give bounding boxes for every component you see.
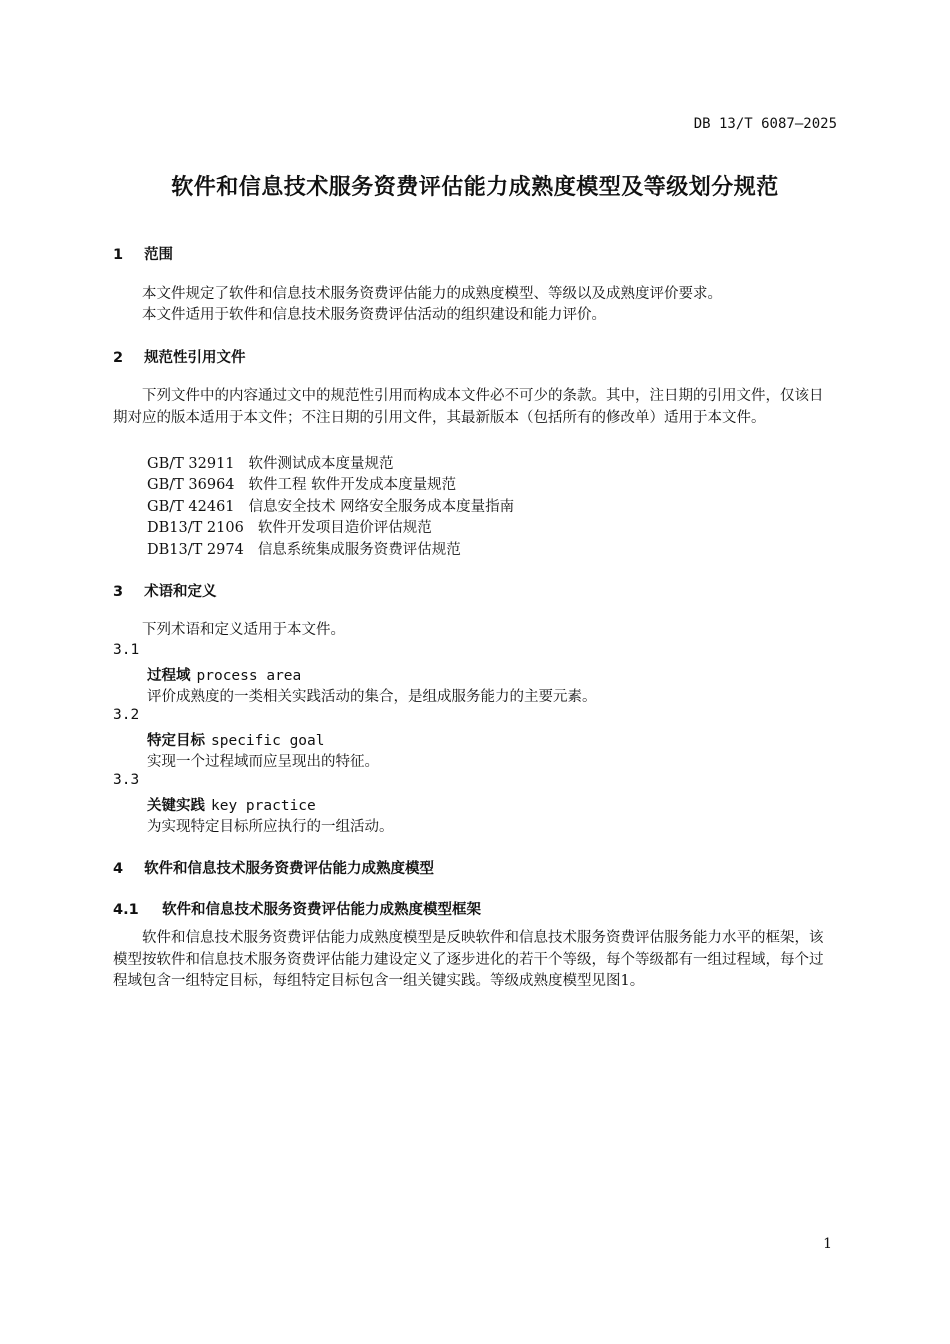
term-number: 3.2 <box>113 707 140 723</box>
reference-title: 软件开发项目造价评估规范 <box>257 520 432 536</box>
doc-code: DB 13/T 6087—2025 <box>693 116 837 132</box>
reference-code: DB13/T 2106 <box>147 520 244 536</box>
reference-item <box>147 516 432 537</box>
reference-title: 信息系统集成服务资费评估规范 <box>257 542 461 558</box>
section-number: 3 <box>113 584 124 600</box>
subsection-4-1-heading <box>113 898 481 919</box>
term-definition: 评价成熟度的一类相关实践活动的集合，是组成服务能力的主要元素。 <box>147 689 597 705</box>
section-title: 术语和定义 <box>144 584 217 600</box>
term-number: 3.1 <box>113 642 140 658</box>
reference-code: GB/T 36964 <box>147 477 235 493</box>
term-number: 3.3 <box>113 772 140 788</box>
reference-item <box>147 452 394 473</box>
paragraph: 下列文件中的内容通过文中的规范性引用而构成本文件必不可少的条款。其中，注日期的引用文件，仅该日期对应的版本适用于本文件；不注日期的引用文件，其最新版本（包括所有的修改单）适用于本文件。 <box>113 388 824 426</box>
term-cn: 特定目标 <box>147 733 205 749</box>
section-4-heading <box>113 857 434 878</box>
term-en: specific goal <box>211 733 325 749</box>
term-definition: 实现一个过程域而应呈现出的特征。 <box>147 754 379 770</box>
reference-title: 软件测试成本度量规范 <box>248 456 394 472</box>
term-cn: 关键实践 <box>147 798 205 814</box>
term-name <box>147 794 316 815</box>
page-number: 1 <box>823 1236 832 1252</box>
term-en: process area <box>196 668 302 684</box>
document-title: 软件和信息技术服务资费评估能力成熟度模型及等级划分规范 <box>171 175 779 200</box>
term-name <box>147 664 301 685</box>
paragraph: 本文件规定了软件和信息技术服务资费评估能力的成熟度模型、等级以及成熟度评价要求。 <box>142 286 722 302</box>
section-title: 软件和信息技术服务资费评估能力成熟度模型 <box>144 861 435 877</box>
reference-item <box>147 538 461 559</box>
paragraph: 本文件适用于软件和信息技术服务资费评估活动的组织建设和能力评价。 <box>142 307 606 323</box>
term-en: key practice <box>211 798 316 814</box>
section-title: 范围 <box>144 247 174 263</box>
section-1-heading <box>113 243 173 264</box>
reference-code: DB13/T 2974 <box>147 542 244 558</box>
section-2-heading <box>113 346 246 367</box>
reference-code: GB/T 42461 <box>147 499 235 515</box>
reference-title: 软件工程 软件开发成本度量规范 <box>248 477 457 493</box>
reference-item <box>147 495 514 516</box>
subsection-title: 软件和信息技术服务资费评估能力成熟度模型框架 <box>162 902 482 918</box>
term-definition: 为实现特定目标所应执行的一组活动。 <box>147 819 394 835</box>
section-number: 2 <box>113 350 124 366</box>
paragraph: 软件和信息技术服务资费评估能力成熟度模型是反映软件和信息技术服务资费评估服务能力水平的框架，该模型按软件和信息技术服务资费评估能力建设定义了逐步进化的若干个等级，每个等级都有一组过程域，每个过程域包含一组特定目标，每组特定目标包含一组关键实践。等级成熟度模型见图1。 <box>113 930 824 989</box>
section-title: 规范性引用文件 <box>144 350 246 366</box>
term-cn: 过程域 <box>147 668 191 684</box>
section-3-heading <box>113 580 217 601</box>
reference-title: 信息安全技术 网络安全服务成本度量指南 <box>248 499 515 515</box>
section-number: 1 <box>113 247 124 263</box>
section-number: 4 <box>113 861 124 877</box>
paragraph: 下列术语和定义适用于本文件。 <box>142 622 345 638</box>
reference-item <box>147 473 456 494</box>
subsection-number: 4.1 <box>113 902 139 918</box>
term-name <box>147 729 325 750</box>
reference-code: GB/T 32911 <box>147 456 235 472</box>
